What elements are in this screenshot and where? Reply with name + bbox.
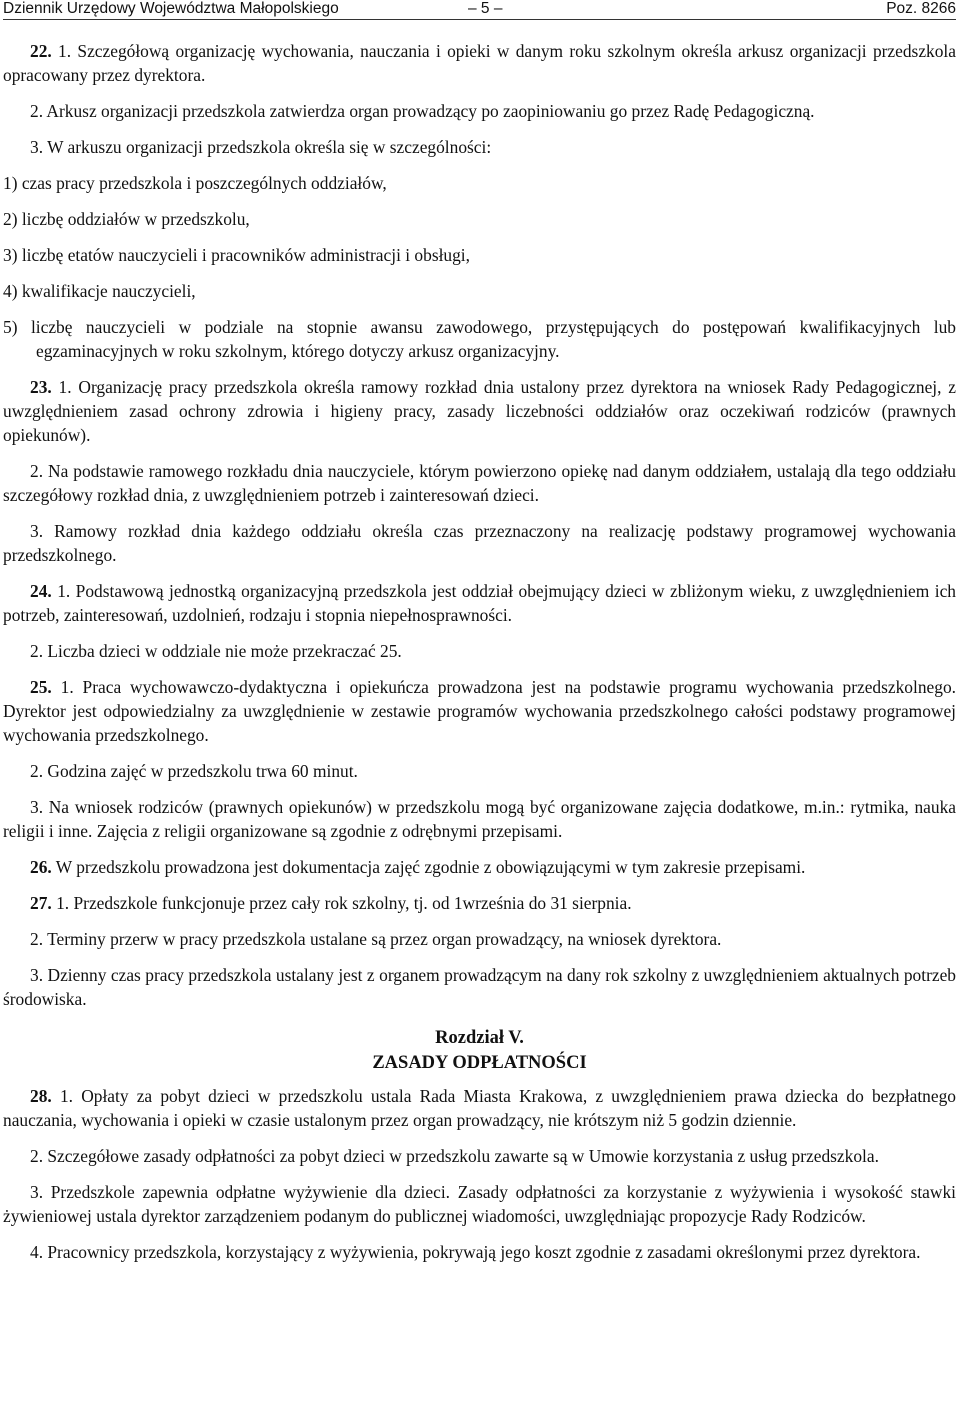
chapter-title: Rozdział V. [435,1028,524,1048]
position-number: Poz. 8266 [886,0,956,17]
paragraph-27-2: 2. Terminy przerw w pracy przedszkola ustalane są przez organ prowadzący, na wniosek dyrektora. [30,929,722,949]
paragraph-24-1: 24. 1. Podstawową jednostką organizacyjną przedszkola jest oddział obejmujący dzieci w zbliżonym wieku, z uwzględnieniem ich potrzeb, zainteresowań, uzdolnień, rodzaju i stopnia niepełnosprawności. [3,581,956,625]
paragraph-23-1: 23. 1. Organizację pracy przedszkola określa ramowy rozkład dnia ustalony przez dyrektora na wniosek Rady Pedagogicznej, z uwzględnieniem zasad ochrony zdrowia i higieny pracy, zasady liczebności oddziałów oraz oczekiwań rodziców (prawnych opiekunów). [3,377,956,445]
paragraph-28-4: 4. Pracownicy przedszkola, korzystający z wyżywienia, pokrywają jego koszt zgodnie z zasadami określonymi przez dyrektora. [30,1242,921,1262]
list-item-5: 5) liczbę nauczycieli w podziale na stopnie awansu zawodowego, przystępujących do postępowań kwalifikacyjnych lub egzaminacyjnych w roku szkolnym, którego dotyczy arkusz organizacyjny. [3,317,956,361]
paragraph-28-1: 28. 1. Opłaty za pobyt dzieci w przedszkolu ustala Rada Miasta Krakowa, z uwzględnieniem prawa dziecka do bezpłatnego nauczania, wychowania i opieki w czasie ustalonym przez organ prowadzący, nie krótszym niż 5 godzin dziennie. [3,1086,956,1130]
paragraph-25-3: 3. Na wniosek rodziców (prawnych opiekunów) w przedszkolu mogą być organizowane zajęcia dodatkowe, m.in.: rytmika, nauka religii i inne. Zajęcia z religii organizowane są zgodnie z odrębnymi przepisami. [3,797,956,841]
chapter-heading [3,1026,956,1076]
list-item-4: 4) kwalifikacje nauczycieli, [3,281,196,301]
paragraph-23-3: 3. Ramowy rozkład dnia każdego oddziału określa czas przeznaczony na realizację podstawy programowej wychowania przedszkolnego. [3,521,956,565]
chapter-subtitle: ZASADY ODPŁATNOŚCI [372,1053,587,1073]
list-item-2: 2) liczbę oddziałów w przedszkolu, [3,209,250,229]
paragraph-25-2: 2. Godzina zajęć w przedszkolu trwa 60 minut. [30,761,358,781]
paragraph-22-3: 3. W arkuszu organizacji przedszkola określa się w szczególności: [30,137,492,157]
list-item-1: 1) czas pracy przedszkola i poszczególnych oddziałów, [3,173,387,193]
list-item-3: 3) liczbę etatów nauczycieli i pracowników administracji i obsługi, [3,245,470,265]
paragraph-28-2: 2. Szczegółowe zasady odpłatności za pobyt dzieci w przedszkolu zawarte są w Umowie korzystania z usług przedszkola. [30,1146,879,1166]
paragraph-27-3: 3. Dzienny czas pracy przedszkola ustalany jest z organem prowadzącym na dany rok szkolny z uwzględnieniem aktualnych potrzeb środowiska. [3,965,956,1009]
page-number: – 5 – [468,0,503,17]
journal-title: Dziennik Urzędowy Województwa Małopolskiego [3,0,339,17]
page-header [3,0,956,20]
paragraph-25-1: 25. 1. Praca wychowawczo-dydaktyczna i opiekuńcza prowadzona jest na podstawie programu wychowania przedszkolnego. Dyrektor jest odpowiedzialny za uwzględnienie w zestawie programów wychowania przedszkolnego całości podstawy programowej wychowania przedszkolnego. [3,677,956,745]
paragraph-27-1: 27. 1. Przedszkole funkcjonuje przez cały rok szkolny, tj. od 1września do 31 sierpnia. [30,893,632,913]
header-rule [3,19,956,20]
paragraph-22-2: 2. Arkusz organizacji przedszkola zatwierdza organ prowadzący po zaopiniowaniu go przez Radę Pedagogiczną. [30,101,815,121]
document-body [3,39,956,1264]
paragraph-24-2: 2. Liczba dzieci w oddziale nie może przekraczać 25. [30,641,402,661]
paragraph-28-3: 3. Przedszkole zapewnia odpłatne wyżywienie dla dzieci. Zasady odpłatności za korzystanie z wyżywienia i wysokość stawki żywieniowej ustala dyrektor zarządzeniem podanym do publicznej wiadomości, uwzględniając propozycje Rady Rodziców. [3,1182,956,1226]
paragraph-26: 26. W przedszkolu prowadzona jest dokumentacja zajęć zgodnie z obowiązującymi w tym zakresie przepisami. [30,857,806,877]
paragraph-23-2: 2. Na podstawie ramowego rozkładu dnia nauczyciele, którym powierzono opiekę nad danym oddziałem, ustalają dla tego oddziału szczegółowy rozkład dnia, z uwzględnieniem potrzeb i zainteresowań dzieci. [3,461,956,505]
paragraph-22-1: 22. 1. Szczegółową organizację wychowania, nauczania i opieki w danym roku szkolnym określa arkusz organizacji przedszkola opracowany przez dyrektora. [3,41,956,85]
